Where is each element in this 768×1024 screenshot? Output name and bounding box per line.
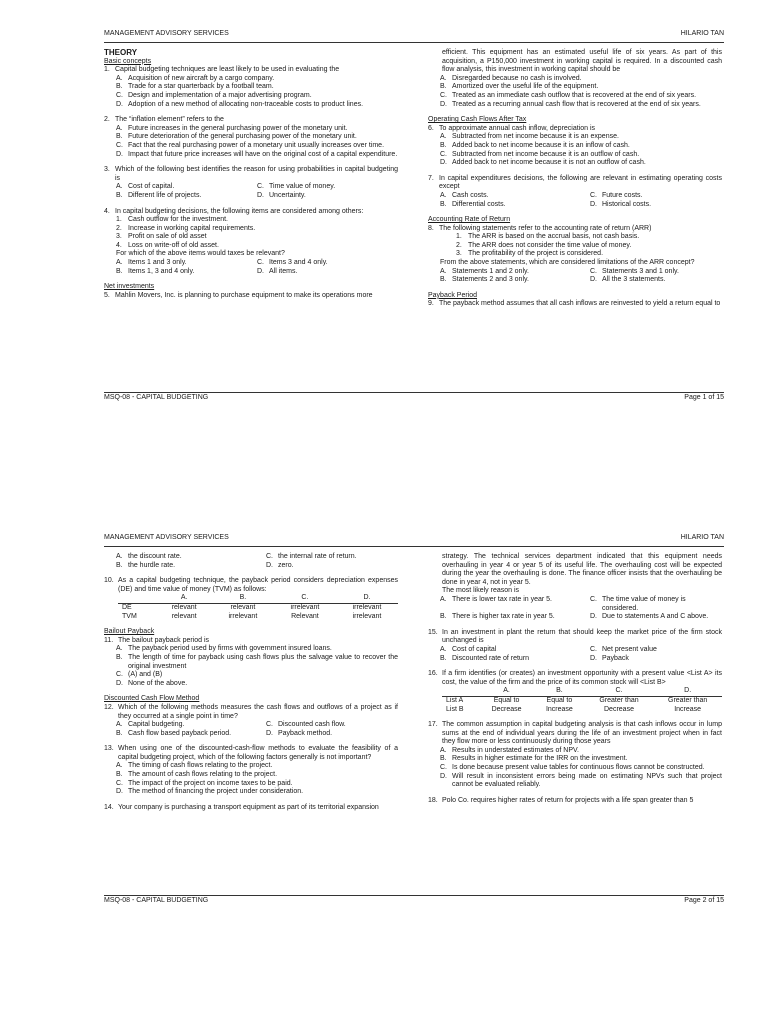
question-12: 12. Which of the following methods measures the cash flows and outflows of a project as if they occurred at a single point in time?: [104, 703, 398, 720]
list-item: 3. The profitability of the project is considered.: [456, 250, 604, 258]
list-item: 3. Profit on sale of old asset: [116, 233, 207, 241]
option: B. Results in higher estimate for the IRR on the investment.: [440, 755, 628, 763]
option: D. None of the above.: [116, 679, 188, 687]
answer-table: A. B. C. D. List A Equal to Equal to Greater than Greater than List B Decrease Increase Decrease Increase: [442, 687, 722, 714]
list-item: 2. The ARR does not consider the time value of money.: [456, 241, 632, 249]
question-3: 3. Which of the following best identifies the reason for using probabilities in capital budgeting is: [104, 166, 398, 182]
option-row: A. Statements 1 and 2 only. C. Statements 3 and 1 only.: [440, 267, 679, 275]
question-2: 2. The “inflation element” refers to the: [104, 116, 224, 124]
header-left: MANAGEMENT ADVISORY SERVICES: [104, 534, 229, 541]
question-18: 18. Polo Co. requires higher rates of return for projects with a life span greater than 5: [428, 796, 694, 804]
question-10: 10. As a capital budgeting technique, the payback period considers depreciation expenses (DE) and time value of money (TVM) as follows:: [104, 577, 398, 593]
subsection-operating-cash-flows: Operating Cash Flows After Tax: [428, 116, 527, 124]
option: A. Results in understated estimates of NPV.: [440, 746, 579, 754]
question-17: 17. The common assumption in capital budgeting analysis is that cash inflows occur in lump sums at the end of individual years during the life of an investment project when in fact they flow more or less continuously during those years: [428, 721, 722, 746]
subsection-accounting-rate-of-return: Accounting Rate of Return: [428, 216, 511, 224]
table-row: List A Equal to Equal to Greater than Greater than: [446, 696, 708, 704]
question-6: 6. To approximate annual cash inflow, depreciation is: [428, 124, 596, 132]
option: D. Adoption of a new method of allocating non-traceable costs to product lines.: [116, 100, 364, 108]
page2-right-column: [428, 553, 722, 805]
question-followup: For which of the above items would taxes be relevant?: [116, 250, 285, 258]
option: D. The method of financing the project under consideration.: [116, 788, 304, 796]
subsection-discounted-cash-flow: Discounted Cash Flow Method: [104, 695, 200, 703]
option-row: B. Different life of projects. D. Uncertainty.: [116, 191, 306, 199]
option: B. The length of time for payback using cash flows plus the salvage value to recover the original investment: [116, 653, 398, 670]
option: A. Future increases in the general purchasing power of the monetary unit.: [116, 124, 348, 132]
question-1: 1. Capital budgeting techniques are least likely to be used in evaluating the: [104, 66, 340, 74]
option-row: A. There is lower tax rate in year 5. C. The time value of money is considered.: [440, 595, 686, 612]
option: C. (A) and (B): [116, 671, 163, 679]
subsection-basic-concepts: Basic concepts: [104, 57, 152, 65]
footer-left: MSQ-08 - CAPITAL BUDGETING: [104, 394, 209, 401]
question-14-prompt: The most likely reason is: [442, 587, 520, 595]
option: B. Future deterioration of the general purchasing power of the monetary unit.: [116, 133, 357, 141]
option: B. Trade for a star quarterback by a football team.: [116, 83, 274, 91]
list-item: 1. Cash outflow for the investment.: [116, 216, 228, 224]
option-row: B. Items 1, 3 and 4 only. D. All items.: [116, 267, 298, 275]
option: A. Acquisition of new aircraft by a cargo company.: [116, 74, 275, 82]
page1-right-column: [428, 49, 722, 309]
table-row: DE relevant relevant irrelevant irrelevant: [122, 603, 382, 611]
subsection-bailout-payback: Bailout Payback: [104, 628, 155, 636]
option-row: A. Cost of capital C. Net present value: [440, 645, 657, 653]
option: D. Will result in inconsistent errors being made on estimating NPVs such that project cannot be evaluated reliably.: [440, 772, 722, 789]
option: C. Is done because present value tables for continuous flows cannot be constructed.: [440, 764, 705, 772]
question-4: 4. In capital budgeting decisions, the following items are considered among others:: [104, 207, 364, 215]
option: B. The amount of cash flows relating to the project.: [116, 771, 278, 779]
footer-page-number: Page 1 of 15: [684, 394, 724, 401]
option: C. Design and implementation of a major advertising program.: [116, 91, 312, 99]
option: D. Impact that future price increases will have on the original cost of a capital expenditure.: [116, 150, 398, 158]
section-theory: THEORY: [104, 48, 138, 57]
option: D. Treated as a recurring annual cash flow that is recovered at the end of six years.: [440, 100, 701, 108]
option: A. Subtracted from net income because it is an expense.: [440, 133, 619, 141]
option-row: B. the hurdle rate. D. zero.: [116, 561, 294, 569]
page2-footer: [104, 895, 724, 909]
header-right: HILARIO TAN: [680, 534, 724, 541]
page1-left-column: [104, 49, 398, 300]
option: D. Added back to net income because it is not an outflow of cash.: [440, 159, 646, 167]
footer-page-number: Page 2 of 15: [684, 897, 724, 904]
page1-header: [104, 30, 724, 43]
list-item: 1. The ARR is based on the accrual basis, not cash basis.: [456, 233, 640, 241]
question-5-continued: efficient. This equipment has an estimated useful life of six years. As part of this acquisition, a P150,000 investment in working capital is required. In a discounted cash flow analysis, this investment in working capital should be: [442, 49, 722, 74]
question-8: 8. The following statements refer to the accounting rate of return (ARR): [428, 224, 652, 232]
page2-header: [104, 534, 724, 547]
option: B. Added back to net income because it is an inflow of cash.: [440, 141, 630, 149]
option: C. Subtracted from net income because it is an outflow of cash.: [440, 150, 640, 158]
option-row: A. Cash costs. C. Future costs.: [440, 191, 643, 199]
option: C. The impact of the project on income taxes to be paid.: [116, 779, 293, 787]
option: C. Fact that the real purchasing power of a monetary unit usually increases over time.: [116, 141, 385, 149]
question-13: 13. When using one of the discounted-cash-flow methods to evaluate the feasibility of a capital budgeting project, which of the following factors generally is not important?: [104, 745, 398, 761]
header-right: HILARIO TAN: [680, 30, 724, 37]
footer-left: MSQ-08 - CAPITAL BUDGETING: [104, 897, 209, 904]
table-row: TVM relevant irrelevant Relevant irrelevant: [122, 612, 382, 620]
question-11: 11. The bailout payback period is: [104, 636, 210, 644]
question-15: 15. In an investment in plant the return that should keep the market price of the firm stock unchanged is: [428, 628, 722, 645]
question-7: 7. In capital expenditures decisions, the following are relevant in estimating operating costs except: [428, 174, 722, 191]
option-row: A. Capital budgeting. C. Discounted cash flow.: [116, 721, 346, 729]
question-16: 16. If a firm identifies (or creates) an investment opportunity with a present value <List A> its cost, the value of the firm and the price of its common stock will <List B>: [428, 670, 722, 686]
option: B. Amortized over the useful life of the equipment.: [440, 83, 599, 91]
page2-left-column: [104, 553, 398, 812]
option-row: B. Cash flow based payback period. D. Payback method.: [116, 729, 333, 737]
option: C. Treated as an immediate cash outflow that is recovered at the end of six years.: [440, 91, 697, 99]
question-5: 5. Mahlin Movers, Inc. is planning to purchase equipment to make its operations more: [104, 291, 373, 299]
table-row: List B Decrease Increase Decrease Increase: [446, 705, 702, 713]
subsection-payback-period: Payback Period: [428, 291, 478, 299]
option-row: B. Discounted rate of return D. Payback: [440, 654, 629, 662]
page1-footer: [104, 392, 724, 406]
question-14: 14. Your company is purchasing a transport equipment as part of its territorial expansion: [104, 803, 379, 811]
question-followup: From the above statements, which are considered limitations of the ARR concept?: [440, 259, 695, 267]
answer-table: A. B. C. D. DE relevant relevant irrelevant irrelevant TVM relevant irrelevant Relevant irrelevant: [118, 594, 398, 621]
list-item: 2. Increase in working capital requirements.: [116, 224, 256, 232]
option: A. The timing of cash flows relating to the project.: [116, 762, 273, 770]
question-9: 9. The payback method assumes that all cash inflows are reinvested to yield a return equal to: [428, 300, 721, 308]
option: A. Disregarded because no cash is involved.: [440, 74, 582, 82]
option-row: B. Differential costs. D. Historical costs.: [440, 200, 652, 208]
option-row: A. Cost of capital. C. Time value of money.: [116, 183, 336, 191]
header-left: MANAGEMENT ADVISORY SERVICES: [104, 30, 229, 37]
subsection-net-investments: Net investments: [104, 283, 155, 291]
option-row: A. the discount rate. C. the internal rate of return.: [116, 553, 357, 560]
list-item: 4. Loss on write-off of old asset.: [116, 241, 219, 249]
option-row: B. Statements 2 and 3 only. D. All the 3 statements.: [440, 276, 666, 284]
option: A. The payback period used by firms with government insured loans.: [116, 645, 332, 653]
option-row: A. Items 1 and 3 only. C. Items 3 and 4 only.: [116, 259, 328, 267]
option-row: B. There is higher tax rate in year 5. D. Due to statements A and C above.: [440, 613, 709, 621]
question-14-continued: strategy. The technical services department indicated that this equipment needs overhauling in year 4 or year 5 of its useful life. The overhauling cost will be expected during the year the overhauling is done. The finance officer insists that the overhauling be done in year 4, not in year 5.: [442, 553, 722, 586]
